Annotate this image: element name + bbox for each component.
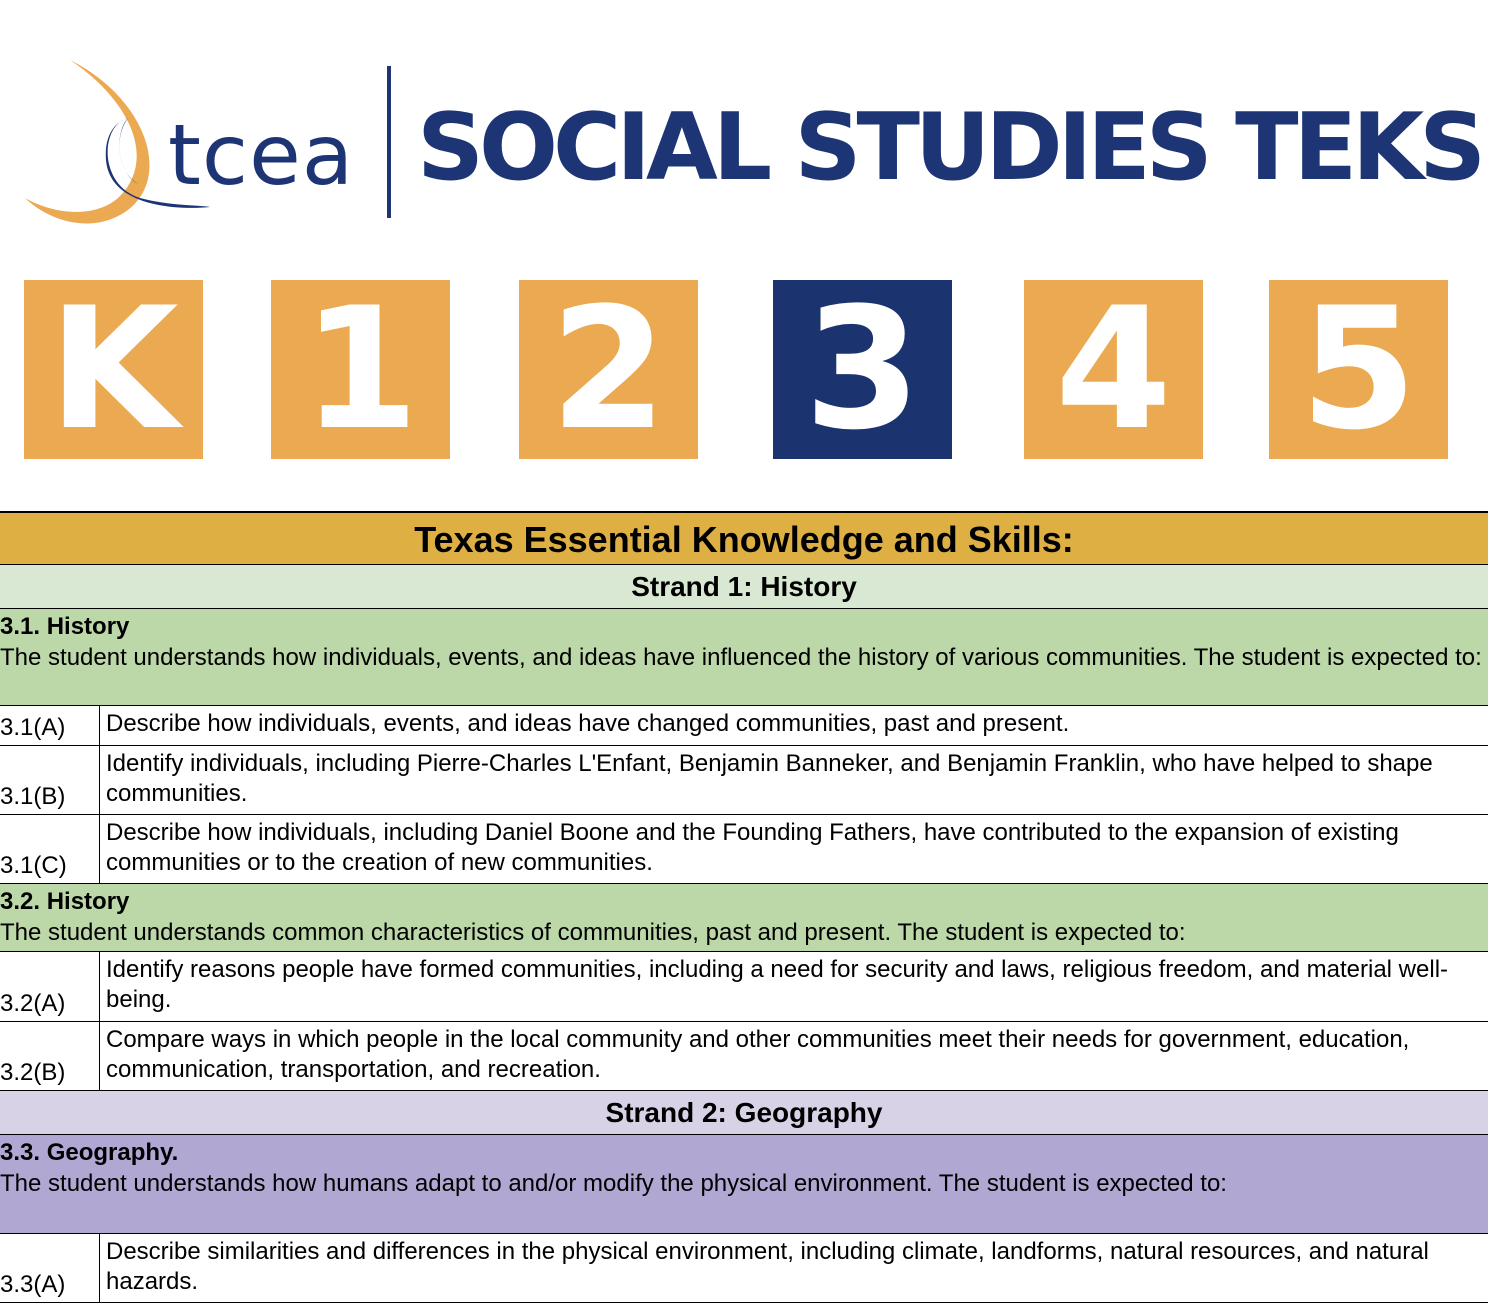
expectation-text: Identify individuals, including Pierre-Charles L'Enfant, Benjamin Banneker, and Benjamin Franklin, who have helped to shape communities. bbox=[106, 750, 1433, 807]
expectation-text: Describe how individuals, events, and ideas have changed communities, past and present. bbox=[106, 710, 1070, 737]
standard-3-1 bbox=[0, 609, 1488, 706]
standard-3-3 bbox=[0, 1135, 1488, 1234]
teks-table bbox=[0, 511, 1488, 1303]
expectation-code: 3.2(B) bbox=[0, 1022, 100, 1090]
standard-description: The student understands how individuals, events, and ideas have influenced the history of various communities. The student is expected to: bbox=[0, 644, 1482, 671]
strand-history-header: Strand 1: History bbox=[0, 565, 1488, 609]
expectation-code: 3.1(C) bbox=[0, 815, 100, 883]
expectation-text: Compare ways in which people in the local community and other communities meet their needs for government, education, communication, transportation, and recreation. bbox=[106, 1026, 1410, 1083]
table-title: Texas Essential Knowledge and Skills: bbox=[0, 511, 1488, 565]
grade-tile-1[interactable]: 1 bbox=[271, 280, 450, 459]
expectation-text: Identify reasons people have formed communities, including a need for security and laws, religious freedom, and material well-being. bbox=[106, 956, 1449, 1013]
standard-title: 3.2. History bbox=[0, 888, 130, 915]
expectation-code: 3.1(A) bbox=[0, 706, 100, 745]
table-row bbox=[0, 1022, 1488, 1091]
standard-description: The student understands how humans adapt to and/or modify the physical environment. The student is expected to: bbox=[0, 1170, 1227, 1197]
grade-tile-k[interactable]: K bbox=[24, 280, 203, 459]
expectation-code: 3.1(B) bbox=[0, 746, 100, 814]
table-row bbox=[0, 706, 1488, 746]
page-title: SOCIAL STUDIES TEKS bbox=[417, 93, 1482, 201]
standard-title: 3.3. Geography. bbox=[0, 1139, 179, 1166]
standard-description: The student understands common characteristics of communities, past and present. The student is expected to: bbox=[0, 919, 1186, 946]
table-row bbox=[0, 1234, 1488, 1303]
grade-tile-4[interactable]: 4 bbox=[1024, 280, 1203, 459]
table-row bbox=[0, 746, 1488, 815]
standard-3-2 bbox=[0, 884, 1488, 952]
strand-geography-header: Strand 2: Geography bbox=[0, 1091, 1488, 1135]
expectation-code: 3.2(A) bbox=[0, 952, 100, 1021]
tcea-logo-text: tcea bbox=[168, 106, 355, 204]
grade-tile-2[interactable]: 2 bbox=[519, 280, 698, 459]
grade-tile-5[interactable]: 5 bbox=[1269, 280, 1448, 459]
expectation-text: Describe how individuals, including Daniel Boone and the Founding Fathers, have contributed to the expansion of existing communities or to the creation of new communities. bbox=[106, 819, 1399, 876]
expectation-text: Describe similarities and differences in the physical environment, including climate, landforms, natural resources, and natural hazards. bbox=[106, 1238, 1429, 1295]
table-row bbox=[0, 952, 1488, 1022]
table-row bbox=[0, 815, 1488, 884]
standard-title: 3.1. History bbox=[0, 613, 130, 640]
page-header bbox=[0, 0, 1488, 250]
grade-tile-3[interactable]: 3 bbox=[773, 280, 952, 459]
expectation-code: 3.3(A) bbox=[0, 1234, 100, 1302]
logo-divider bbox=[387, 66, 391, 218]
